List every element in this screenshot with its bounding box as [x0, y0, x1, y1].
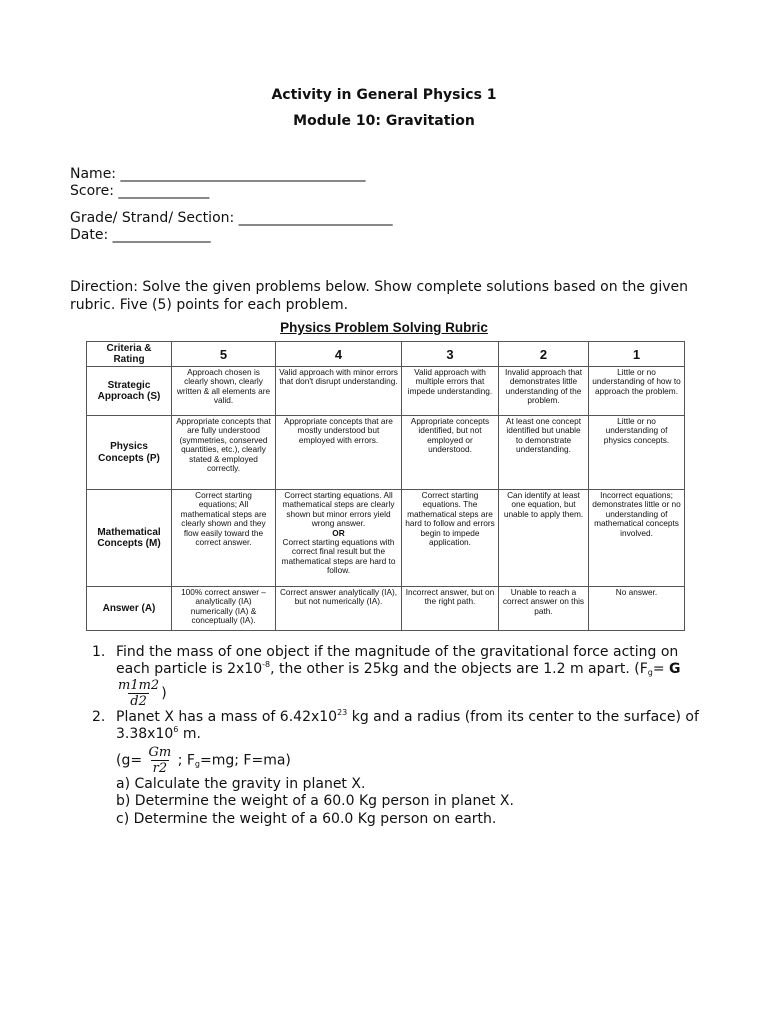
rubric-cell: 100% correct answer – analytically (IA) numerically (IA) & conceptually (IA).	[172, 587, 276, 631]
formula-fraction	[116, 678, 161, 709]
problem-list	[92, 644, 702, 828]
rubric-row-strategic	[87, 367, 685, 416]
exponent: -8	[262, 660, 271, 670]
problem-text-part: , the other is 25kg and the objects are 1.2 m apart. (F	[270, 661, 648, 678]
rubric-cell: Little or no understanding of how to approach the problem.	[589, 367, 685, 416]
document-header	[0, 86, 768, 130]
formula-fraction	[147, 745, 174, 776]
rubric-cell: Can identify at least one equation, but unable to apply them.	[499, 490, 589, 587]
problem-text	[116, 709, 702, 828]
fraction-numerator: m1m2	[118, 677, 160, 693]
problem-number: 1.	[92, 644, 106, 660]
rubric-cell: Little or no understanding of physics concepts.	[589, 416, 685, 490]
exponent: 23	[337, 707, 348, 717]
rubric-row-physics	[87, 416, 685, 490]
grade-strand-section-field[interactable]: Grade/ Strand/ Section: ______________________	[70, 210, 393, 226]
problem-text-part: Planet X has a mass of 6.42x10	[116, 708, 338, 725]
criteria-answer: Answer (A)	[87, 587, 172, 631]
formula-text: ; F	[173, 752, 195, 769]
gravitational-constant: G	[669, 661, 681, 678]
rubric-cell: Valid approach with multiple errors that impede understanding.	[402, 367, 499, 416]
rubric-cell: Appropriate concepts that are mostly understood but employed with errors.	[276, 416, 402, 490]
fraction-numerator: Gm	[148, 745, 172, 761]
rubric-cell: Valid approach with minor errors that don't disrupt understanding.	[276, 367, 402, 416]
fraction-denominator: d2	[130, 693, 147, 709]
direction-text: Direction: Solve the given problems below. Show complete solutions based on the given rubric. Five (5) points for each problem.	[70, 279, 689, 313]
rating-header-4: 4	[276, 342, 402, 367]
problem-number: 2.	[92, 708, 106, 725]
rubric-cell: Correct starting equations. The mathematical steps are hard to follow and errors begin to impede application.	[402, 490, 499, 587]
module-title: Module 10: Gravitation	[293, 113, 475, 129]
formula-line	[116, 745, 702, 776]
rubric-cell: At least one concept identified but unable to demonstrate understanding.	[499, 416, 589, 490]
exponent: 6	[173, 724, 179, 734]
fraction-denominator: r2	[152, 761, 168, 777]
rubric-cell: Approach chosen is clearly shown, clearly written & all elements are valid.	[172, 367, 276, 416]
rubric-cell: Appropriate concepts identified, but not employed or understood.	[402, 416, 499, 490]
rubric-title: Physics Problem Solving Rubric	[280, 320, 488, 335]
closing-paren: )	[161, 685, 167, 702]
rating-header-1: 1	[589, 342, 685, 367]
rubric-cell: Appropriate concepts that are fully understood (symmetries, conserved quantities, etc.), clearly stated & employed correctly.	[172, 416, 276, 490]
rubric-row-answer	[87, 587, 685, 631]
criteria-mathematical-concepts: Mathematical Concepts (M)	[87, 490, 172, 587]
rubric-cell-part: Correct starting equations. All mathematical steps are clearly shown but minor errors yield wrong answer.	[282, 490, 395, 529]
rubric-cell-part: Correct starting equations with correct final result but the mathematical steps are hard to follow.	[281, 537, 396, 576]
subscript: g	[647, 668, 653, 678]
document-title: Activity in General Physics 1	[271, 87, 497, 103]
score-field[interactable]: Score: _____________	[70, 183, 210, 199]
sub-question-b: b) Determine the weight of a 60.0 Kg person in planet X.	[116, 793, 514, 810]
criteria-strategic-approach: Strategic Approach (S)	[87, 367, 172, 416]
rubric-table	[86, 341, 685, 631]
problem-text-part: Find the mass of one object if the magnitude of the gravitational force acting on each particle is 2x10	[116, 644, 679, 678]
rubric-cell: No answer.	[589, 587, 685, 631]
subscript: g	[194, 759, 200, 769]
rating-header-5: 5	[172, 342, 276, 367]
problem-item-1	[92, 644, 702, 709]
rubric-cell	[276, 490, 402, 587]
rubric-criteria-header: Criteria & Rating	[87, 342, 172, 367]
name-field[interactable]: Name: ___________________________________	[70, 166, 366, 182]
problem-text-part: kg and a radius (from its center to the surface) of 3.38x10	[116, 708, 699, 742]
rubric-row-mathematical	[87, 490, 685, 587]
sub-question-a: a) Calculate the gravity in planet X.	[116, 776, 366, 793]
rubric-cell: Correct answer analytically (IA), but not numerically (IA).	[276, 587, 402, 631]
formula-text: (g=	[116, 752, 147, 769]
rubric-or-label: OR	[332, 527, 345, 538]
criteria-physics-concepts: Physics Concepts (P)	[87, 416, 172, 490]
rubric-cell: Unable to reach a correct answer on this path.	[499, 587, 589, 631]
rubric-cell: Incorrect equations; demonstrates little or no understanding of mathematical concepts involved.	[589, 490, 685, 587]
rubric-header-row	[87, 342, 685, 367]
rating-header-2: 2	[499, 342, 589, 367]
rating-header-3: 3	[402, 342, 499, 367]
rubric-cell: Incorrect answer, but on the right path.	[402, 587, 499, 631]
rubric-cell: Invalid approach that demonstrates little understanding of the problem.	[499, 367, 589, 416]
formula-text: =mg; F=ma)	[200, 752, 291, 769]
problem-text	[116, 644, 702, 709]
problem-text-part: m.	[178, 725, 201, 742]
sub-question-c: c) Determine the weight of a 60.0 Kg person on earth.	[116, 810, 497, 827]
rubric-cell: Correct starting equations; All mathematical steps are clearly shown and they flow easily toward the correct answer.	[172, 490, 276, 587]
date-field[interactable]: Date: ______________	[70, 227, 211, 243]
problem-item-2	[92, 709, 702, 828]
problem-text-part: =	[652, 661, 670, 678]
formula-line	[116, 678, 702, 709]
